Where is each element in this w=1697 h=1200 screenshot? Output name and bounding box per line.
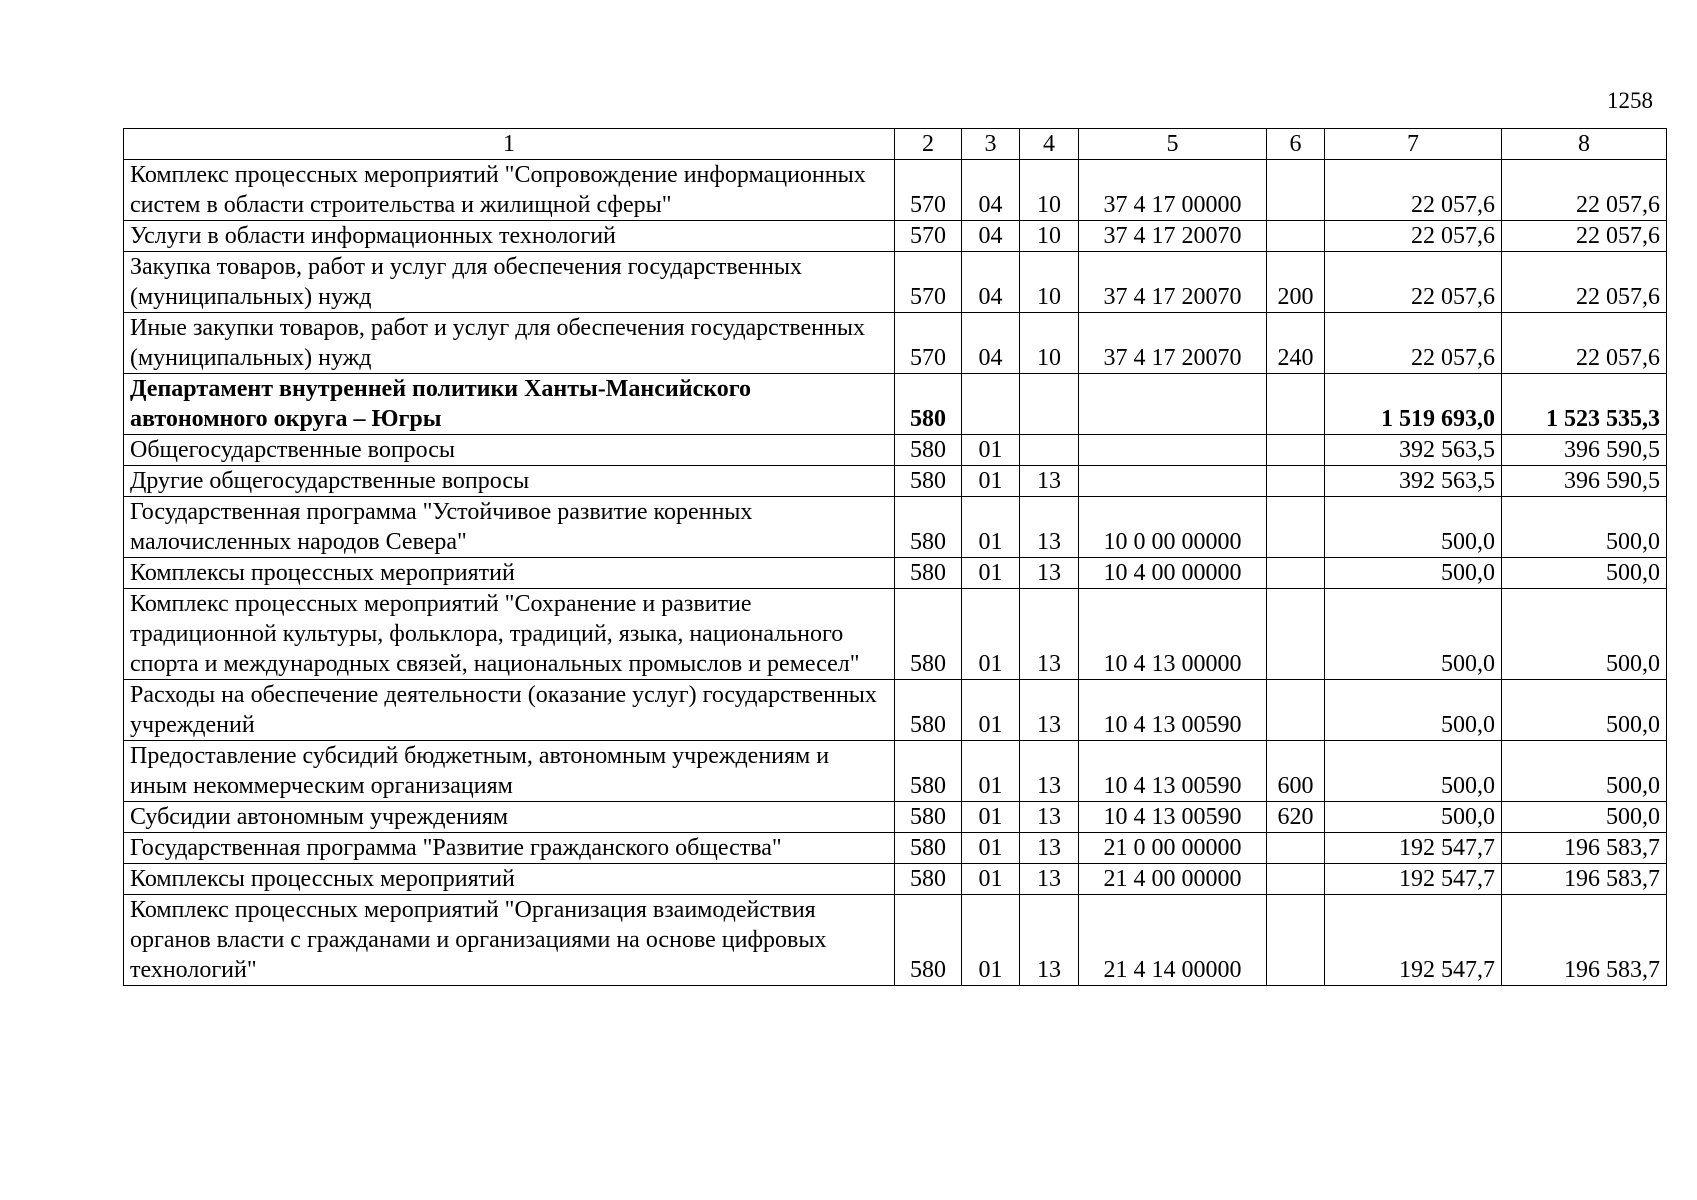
row-name-cell: Общегосударственные вопросы (124, 435, 895, 466)
table-row (124, 466, 1667, 497)
table-row (124, 895, 1667, 986)
row-name-cell: Государственная программа "Устойчивое развитие коренных малочисленных народов Севера" (124, 497, 895, 558)
row-pr-cell: 13 (1020, 895, 1079, 986)
page-number: 1258 (1607, 88, 1653, 113)
row-csr-cell (1079, 374, 1267, 435)
row-pr-cell: 13 (1020, 497, 1079, 558)
row-pr-cell (1020, 374, 1079, 435)
row-name-cell: Услуги в области информационных технологий (124, 221, 895, 252)
row-ved-cell: 580 (895, 864, 962, 895)
table-row (124, 252, 1667, 313)
row-rz-cell: 04 (962, 160, 1020, 221)
row-ved-cell: 570 (895, 313, 962, 374)
row-csr-cell: 37 4 17 00000 (1079, 160, 1267, 221)
row-sum-year1-cell: 192 547,7 (1325, 833, 1502, 864)
row-sum-year1-cell: 22 057,6 (1325, 221, 1502, 252)
row-csr-cell (1079, 435, 1267, 466)
row-name-cell: Субсидии автономным учреждениям (124, 802, 895, 833)
row-csr-cell: 21 4 00 00000 (1079, 864, 1267, 895)
row-csr-cell: 21 0 00 00000 (1079, 833, 1267, 864)
row-rz-cell: 01 (962, 589, 1020, 680)
row-csr-cell: 10 4 13 00590 (1079, 680, 1267, 741)
row-csr-cell (1079, 466, 1267, 497)
row-pr-cell: 13 (1020, 589, 1079, 680)
row-vr-cell (1267, 435, 1325, 466)
row-sum-year1-cell: 1 519 693,0 (1325, 374, 1502, 435)
row-sum-year2-cell: 196 583,7 (1502, 864, 1667, 895)
row-vr-cell (1267, 680, 1325, 741)
row-sum-year1-cell: 500,0 (1325, 589, 1502, 680)
row-sum-year2-cell: 500,0 (1502, 497, 1667, 558)
row-vr-cell: 200 (1267, 252, 1325, 313)
row-csr-cell: 37 4 17 20070 (1079, 313, 1267, 374)
row-csr-cell: 10 4 13 00590 (1079, 802, 1267, 833)
row-sum-year2-cell: 22 057,6 (1502, 221, 1667, 252)
row-vr-cell (1267, 221, 1325, 252)
row-rz-cell: 01 (962, 802, 1020, 833)
row-rz-cell: 01 (962, 466, 1020, 497)
row-pr-cell: 13 (1020, 864, 1079, 895)
row-sum-year2-cell: 22 057,6 (1502, 160, 1667, 221)
row-sum-year2-cell: 1 523 535,3 (1502, 374, 1667, 435)
row-rz-cell: 04 (962, 313, 1020, 374)
row-rz-cell: 01 (962, 558, 1020, 589)
row-ved-cell: 580 (895, 741, 962, 802)
table-row (124, 802, 1667, 833)
row-ved-cell: 580 (895, 680, 962, 741)
row-pr-cell: 13 (1020, 741, 1079, 802)
row-name-cell: Комплекс процессных мероприятий "Сохранение и развитие традиционной культуры, фольклора, традиций, языка, национального спорта и международных связей, национальных промыслов и ремесел" (124, 589, 895, 680)
row-sum-year1-cell: 22 057,6 (1325, 313, 1502, 374)
row-ved-cell: 580 (895, 589, 962, 680)
table-row (124, 864, 1667, 895)
row-sum-year2-cell: 500,0 (1502, 741, 1667, 802)
row-sum-year1-cell: 500,0 (1325, 741, 1502, 802)
row-name-cell: Комплексы процессных мероприятий (124, 864, 895, 895)
row-sum-year1-cell: 500,0 (1325, 802, 1502, 833)
row-pr-cell: 13 (1020, 466, 1079, 497)
column-header: 4 (1020, 129, 1079, 160)
row-sum-year1-cell: 500,0 (1325, 558, 1502, 589)
row-pr-cell: 13 (1020, 802, 1079, 833)
row-ved-cell: 580 (895, 497, 962, 558)
row-ved-cell: 580 (895, 802, 962, 833)
row-name-cell: Закупка товаров, работ и услуг для обеспечения государственных (муниципальных) нужд (124, 252, 895, 313)
row-sum-year2-cell: 196 583,7 (1502, 895, 1667, 986)
row-sum-year1-cell: 500,0 (1325, 497, 1502, 558)
row-name-cell: Иные закупки товаров, работ и услуг для обеспечения государственных (муниципальных) нужд (124, 313, 895, 374)
column-header: 5 (1079, 129, 1267, 160)
row-sum-year1-cell: 22 057,6 (1325, 160, 1502, 221)
row-vr-cell: 240 (1267, 313, 1325, 374)
row-ved-cell: 580 (895, 558, 962, 589)
row-sum-year1-cell: 192 547,7 (1325, 895, 1502, 986)
row-vr-cell (1267, 160, 1325, 221)
table-row (124, 680, 1667, 741)
row-rz-cell: 01 (962, 895, 1020, 986)
row-csr-cell: 10 4 13 00590 (1079, 741, 1267, 802)
row-ved-cell: 580 (895, 435, 962, 466)
row-sum-year1-cell: 22 057,6 (1325, 252, 1502, 313)
row-vr-cell: 620 (1267, 802, 1325, 833)
table-row (124, 833, 1667, 864)
row-vr-cell (1267, 374, 1325, 435)
row-pr-cell (1020, 435, 1079, 466)
row-vr-cell (1267, 589, 1325, 680)
row-rz-cell: 01 (962, 435, 1020, 466)
column-header: 6 (1267, 129, 1325, 160)
row-pr-cell: 13 (1020, 558, 1079, 589)
row-rz-cell: 04 (962, 252, 1020, 313)
row-vr-cell (1267, 466, 1325, 497)
row-vr-cell (1267, 895, 1325, 986)
table-row (124, 313, 1667, 374)
table-body (124, 160, 1667, 986)
row-name-cell: Другие общегосударственные вопросы (124, 466, 895, 497)
table-row (124, 160, 1667, 221)
table-row (124, 558, 1667, 589)
row-csr-cell: 10 4 00 00000 (1079, 558, 1267, 589)
row-vr-cell (1267, 833, 1325, 864)
row-ved-cell: 580 (895, 374, 962, 435)
row-name-cell: Государственная программа "Развитие гражданского общества" (124, 833, 895, 864)
row-sum-year2-cell: 500,0 (1502, 558, 1667, 589)
row-name-cell: Комплекс процессных мероприятий "Сопровождение информационных систем в области строительства и жилищной сферы" (124, 160, 895, 221)
row-sum-year2-cell: 500,0 (1502, 680, 1667, 741)
row-ved-cell: 570 (895, 160, 962, 221)
table-row (124, 589, 1667, 680)
row-sum-year1-cell: 392 563,5 (1325, 466, 1502, 497)
row-ved-cell: 570 (895, 221, 962, 252)
row-vr-cell (1267, 864, 1325, 895)
row-sum-year2-cell: 22 057,6 (1502, 252, 1667, 313)
row-ved-cell: 570 (895, 252, 962, 313)
row-csr-cell: 10 4 13 00000 (1079, 589, 1267, 680)
row-name-cell: Комплекс процессных мероприятий "Организация взаимодействия органов власти с гражданами и организациями на основе цифровых технологий" (124, 895, 895, 986)
row-sum-year2-cell: 500,0 (1502, 589, 1667, 680)
row-pr-cell: 10 (1020, 313, 1079, 374)
row-pr-cell: 13 (1020, 680, 1079, 741)
row-pr-cell: 13 (1020, 833, 1079, 864)
column-header: 3 (962, 129, 1020, 160)
row-rz-cell: 01 (962, 497, 1020, 558)
row-sum-year2-cell: 22 057,6 (1502, 313, 1667, 374)
row-sum-year2-cell: 396 590,5 (1502, 435, 1667, 466)
row-ved-cell: 580 (895, 895, 962, 986)
row-vr-cell: 600 (1267, 741, 1325, 802)
row-csr-cell: 10 0 00 00000 (1079, 497, 1267, 558)
row-ved-cell: 580 (895, 466, 962, 497)
row-rz-cell: 01 (962, 741, 1020, 802)
row-csr-cell: 37 4 17 20070 (1079, 221, 1267, 252)
column-header: 7 (1325, 129, 1502, 160)
table-row (124, 497, 1667, 558)
column-header: 8 (1502, 129, 1667, 160)
table-row (124, 221, 1667, 252)
row-name-cell: Расходы на обеспечение деятельности (оказание услуг) государственных учреждений (124, 680, 895, 741)
column-header: 1 (124, 129, 895, 160)
row-sum-year1-cell: 392 563,5 (1325, 435, 1502, 466)
row-pr-cell: 10 (1020, 252, 1079, 313)
row-csr-cell: 21 4 14 00000 (1079, 895, 1267, 986)
table-row (124, 374, 1667, 435)
row-ved-cell: 580 (895, 833, 962, 864)
row-rz-cell (962, 374, 1020, 435)
budget-table (123, 128, 1667, 986)
row-sum-year1-cell: 500,0 (1325, 680, 1502, 741)
row-pr-cell: 10 (1020, 221, 1079, 252)
table-row (124, 741, 1667, 802)
row-rz-cell: 01 (962, 680, 1020, 741)
row-rz-cell: 01 (962, 864, 1020, 895)
row-rz-cell: 04 (962, 221, 1020, 252)
row-sum-year2-cell: 196 583,7 (1502, 833, 1667, 864)
row-sum-year1-cell: 192 547,7 (1325, 864, 1502, 895)
row-name-cell: Предоставление субсидий бюджетным, автономным учреждениям и иным некоммерческим организациям (124, 741, 895, 802)
row-vr-cell (1267, 497, 1325, 558)
row-sum-year2-cell: 396 590,5 (1502, 466, 1667, 497)
row-vr-cell (1267, 558, 1325, 589)
column-header: 2 (895, 129, 962, 160)
row-sum-year2-cell: 500,0 (1502, 802, 1667, 833)
row-name-cell: Департамент внутренней политики Ханты-Мансийского автономного округа – Югры (124, 374, 895, 435)
row-name-cell: Комплексы процессных мероприятий (124, 558, 895, 589)
row-pr-cell: 10 (1020, 160, 1079, 221)
header-row (124, 129, 1667, 160)
row-rz-cell: 01 (962, 833, 1020, 864)
row-csr-cell: 37 4 17 20070 (1079, 252, 1267, 313)
table-row (124, 435, 1667, 466)
